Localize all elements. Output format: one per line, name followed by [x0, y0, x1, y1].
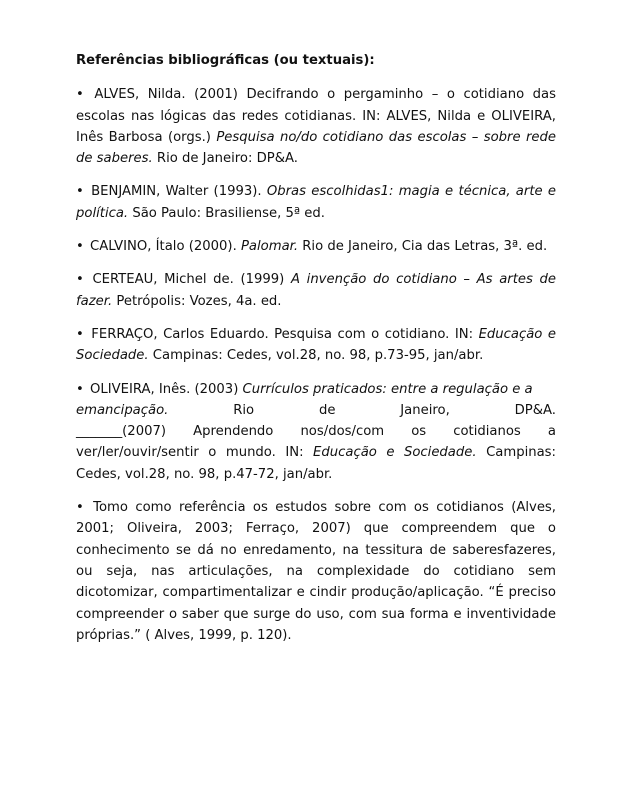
- reference-title: Obras escolhidas1: magia e técnica, arte e política.: [76, 184, 556, 221]
- bullet-point: •: [76, 326, 84, 342]
- reference-title: A invenção do cotidiano – As artes de fazer.: [76, 272, 556, 309]
- bullet-point: •: [76, 184, 84, 200]
- reference-publisher: Rio de Janeiro: DP&A.: [152, 151, 298, 167]
- reference-text: ver/ler/ouvir/sentir o mundo. IN:: [76, 445, 314, 461]
- reference-text: BENJAMIN, Walter (1993).: [91, 184, 267, 200]
- word: _______(2007): [76, 424, 167, 440]
- reference-title-end: emancipação.: [76, 402, 169, 418]
- oliveira-line-2: [76, 400, 556, 421]
- reference-publisher: Rio de Janeiro, Cia das Letras, 3ª. ed.: [298, 239, 548, 255]
- word: nos/dos/com: [300, 424, 385, 440]
- reference-publisher: São Paulo: Brasiliense, 5ª ed.: [128, 205, 325, 221]
- bullet-point: •: [76, 239, 84, 255]
- word: os: [411, 424, 427, 440]
- bullet-point: •: [76, 381, 84, 397]
- reference-text: ALVES, Nilda. (2001) Decifrando o pergaminho – o cotidiano das escolas nas lógicas das redes cotidianas. IN: ALVES, Nilda e OLIVEIRA, Inês Barbosa (orgs.): [76, 87, 556, 145]
- bullet-point: •: [76, 272, 84, 288]
- oliveira-line-4: [76, 442, 556, 463]
- reference-alves: [76, 84, 556, 169]
- reference-title: Pesquisa no/do cotidiano das escolas – sobre rede de saberes.: [76, 129, 556, 167]
- footnote-paragraph: [76, 497, 556, 646]
- reference-text: CERTEAU, Michel de. (1999): [92, 272, 291, 288]
- oliveira-line-5: Cedes, vol.28, no. 98, p.47-72, jan/abr.: [76, 466, 333, 482]
- reference-text: OLIVEIRA, Inês. (2003): [89, 381, 243, 397]
- reference-certeau: [76, 269, 556, 312]
- document-page: [76, 50, 556, 658]
- word: Aprendendo: [193, 424, 274, 440]
- reference-calvino: [76, 236, 556, 257]
- reference-benjamin: [76, 181, 556, 224]
- reference-text: CALVINO, Ítalo (2000).: [89, 239, 241, 255]
- oliveira-line-1: [76, 379, 556, 400]
- reference-title: Palomar.: [240, 239, 299, 255]
- references-heading: Referências bibliográficas (ou textuais):: [76, 53, 375, 68]
- reference-text: FERRAÇO, Carlos Eduardo. Pesquisa com o cotidiano. IN:: [91, 326, 479, 342]
- bullet-point: •: [76, 87, 84, 103]
- reference-title: Currículos praticados: entre a regulação e a: [242, 381, 533, 397]
- word: Janeiro,: [400, 402, 450, 418]
- reference-publisher: Campinas: Cedes, vol.28, no. 98, p.73-95, jan/abr.: [148, 348, 484, 364]
- oliveira-line-3: [76, 421, 556, 442]
- footnote-text: Tomo como referência os estudos sobre com os cotidianos (Alves, 2001; Oliveira, 2003; Ferraço, 2007) que compreendem que o conhecimento se dá no enredamento, na tessitura de saberesfazeres, ou seja, nas articulações, na complexidade do cotidiano sem dicotomizar, compartimentalizar e cindir produção/aplicação. “É preciso compreender o saber que surge do uso, com sua forma e inventividade próprias.” ( Alves, 1999, p. 120).: [76, 500, 556, 643]
- word: a: [547, 424, 556, 440]
- word: DP&A.: [514, 402, 556, 418]
- reference-ferraco: [76, 324, 556, 367]
- word: cotidianos: [453, 424, 521, 440]
- reference-publisher: Campinas:: [476, 445, 556, 461]
- word: Rio: [233, 402, 255, 418]
- reference-publisher: Petrópolis: Vozes, 4a. ed.: [112, 293, 282, 309]
- reference-journal: Educação e Sociedade.: [313, 445, 477, 461]
- reference-oliveira: [76, 379, 556, 485]
- bullet-point: •: [76, 500, 84, 516]
- word: de: [318, 402, 336, 418]
- reference-title: Educação e Sociedade.: [76, 326, 556, 364]
